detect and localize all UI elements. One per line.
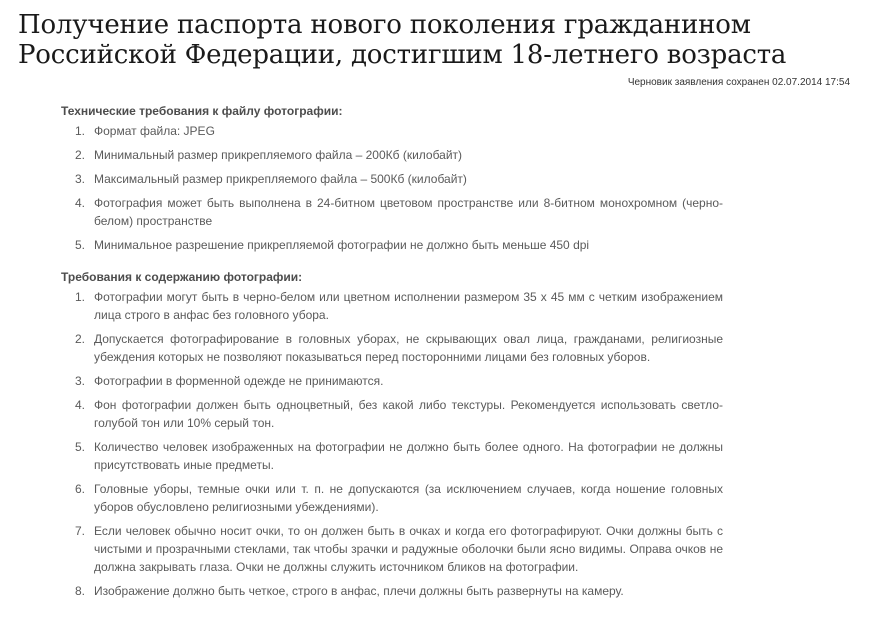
file-requirements-list [61,122,723,254]
item-text: Количество человек изображенных на фотографии не должно быть более одного. На фотографии не должны присутствовать иные предметы. [94,440,723,472]
list-item [61,330,723,366]
list-item [61,438,723,474]
item-number: 6. [75,482,86,496]
item-number: 7. [75,524,86,538]
list-item [61,122,723,140]
list-item [61,396,723,432]
draft-saved-status: Черновик заявления сохранен 02.07.2014 17:54 [627,77,850,88]
list-item [61,522,723,576]
item-number: 1. [75,290,86,304]
item-text: Максимальный размер прикрепляемого файла – 500Кб (килобайт) [94,172,467,186]
content-requirements-heading: Требования к содержанию фотографии: [61,270,303,284]
item-number: 2. [75,148,86,162]
list-item [61,288,723,324]
item-text: Допускается фотографирование в головных уборах, не скрывающих овал лица, гражданами, религиозные убеждения которых не позволяют показываться перед посторонними лицами без головных уборов. [94,332,723,364]
list-item [61,480,723,516]
photo-requirements [61,103,723,606]
file-requirements-section [61,103,723,254]
list-item [61,146,723,164]
list-item [61,170,723,188]
list-item [61,372,723,390]
item-number: 5. [75,238,86,252]
content-requirements-list [61,288,723,600]
list-item [61,582,723,600]
item-number: 2. [75,332,86,346]
item-number: 5. [75,440,86,454]
item-text: Фотографии в форменной одежде не принимаются. [94,374,384,388]
item-number: 1. [75,124,86,138]
content-requirements-section [61,269,723,600]
item-text: Если человек обычно носит очки, то он должен быть в очках и когда его фотографируют. Очки должны быть с чистыми и прозрачными стеклами, так чтобы зрачки и радужные оболочки были ясно видимы. Оправа очков не должна закрывать глаза. Очки не должны служить источником бликов на фотографии. [94,524,723,574]
item-text: Формат файла: JPEG [94,124,215,138]
item-text: Минимальное разрешение прикрепляемой фотографии не должно быть меньше 450 dpi [94,238,590,252]
item-text: Изображение должно быть четкое, строго в анфас, плечи должны быть развернуты на камеру. [94,584,624,598]
page-title: Получение паспорта нового поколения гражданином Российской Федерации, достигшим 18-летнего возраста [18,10,787,70]
item-number: 3. [75,172,86,186]
item-text: Фотографии могут быть в черно-белом или цветном исполнении размером 35 x 45 мм с четким изображением лица строго в анфас без головного убора. [94,290,723,322]
item-text: Минимальный размер прикрепляемого файла – 200Кб (килобайт) [94,148,463,162]
list-item [61,194,723,230]
item-text: Фотография может быть выполнена в 24-битном цветовом пространстве или 8-битном монохромном (черно-белом) пространстве [94,196,723,228]
list-item [61,236,723,254]
item-number: 4. [75,398,86,412]
item-number: 3. [75,374,86,388]
file-requirements-heading: Технические требования к файлу фотографии: [61,104,343,118]
item-number: 8. [75,584,86,598]
item-text: Фон фотографии должен быть одноцветный, без какой либо текстуры. Рекомендуется использовать светло-голубой тон или 10% серый тон. [94,398,723,430]
item-text: Головные уборы, темные очки или т. п. не допускаются (за исключением случаев, когда ношение головных уборов обусловлено религиозными убеждениями). [94,482,723,514]
item-number: 4. [75,196,86,210]
